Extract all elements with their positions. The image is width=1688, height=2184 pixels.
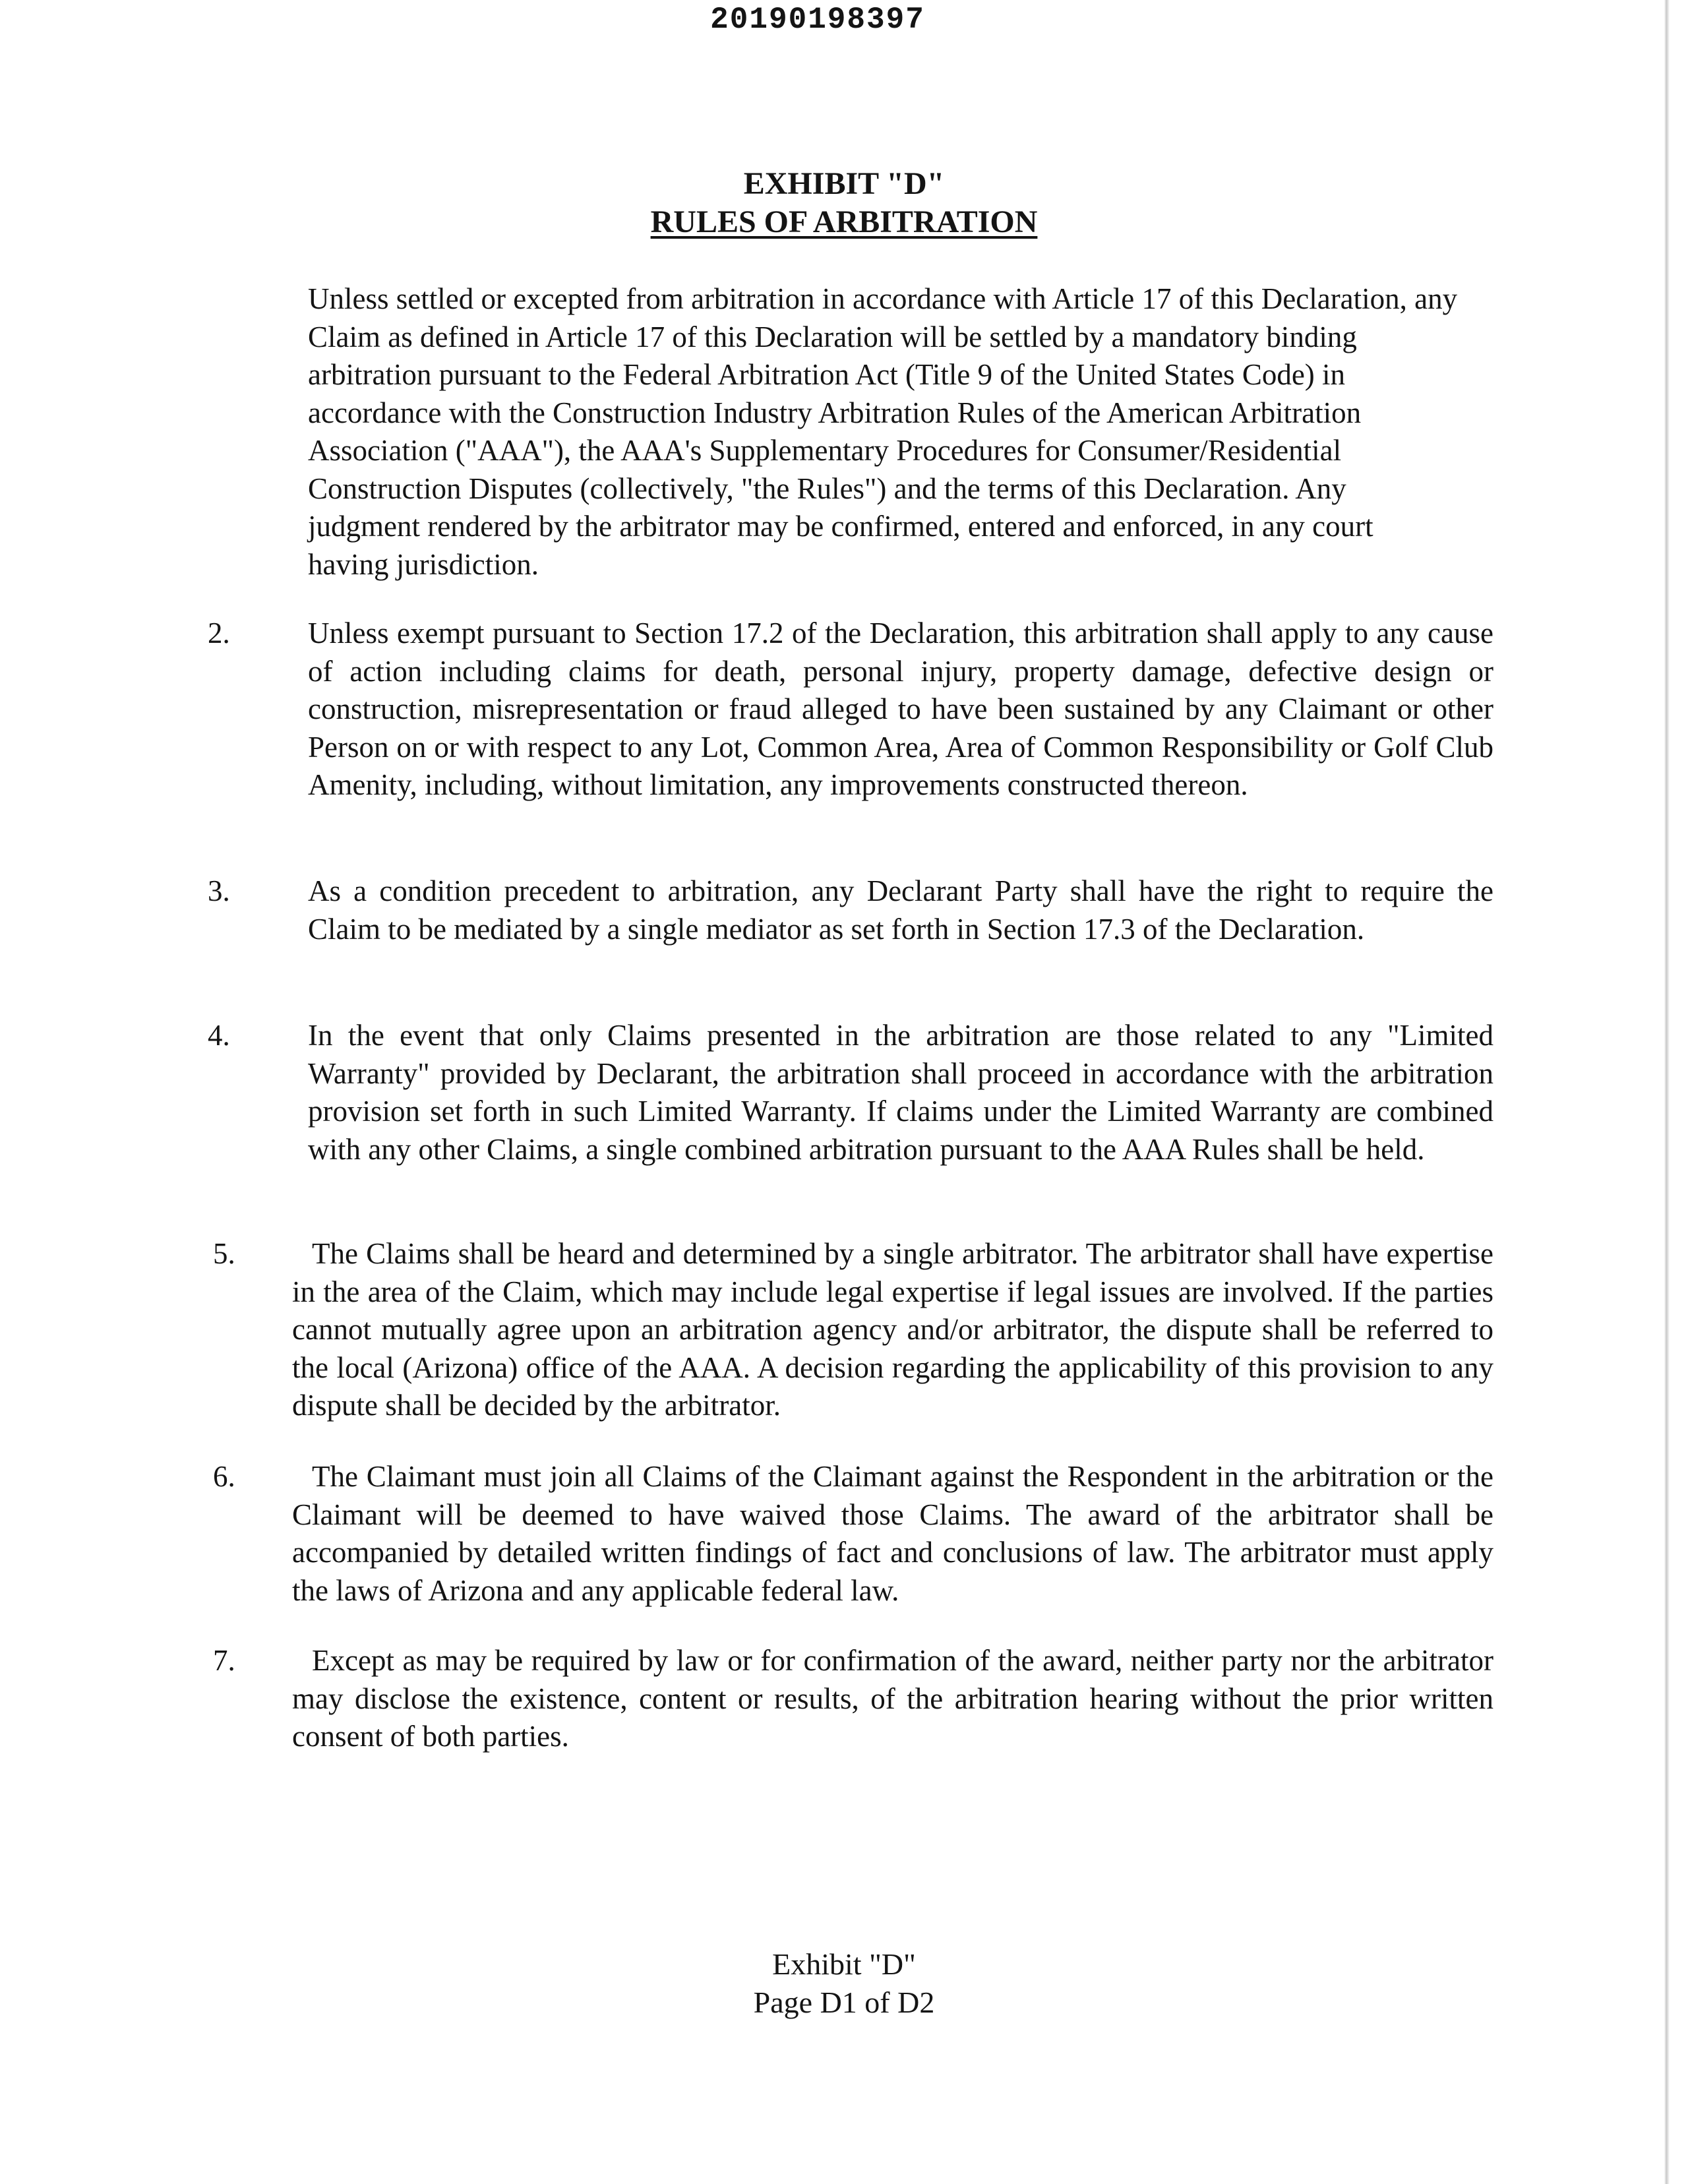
paragraph-3 bbox=[208, 872, 1493, 948]
paragraph-text: As a condition precedent to arbitration, any Declarant Party shall have the right to require the Claim to be mediated by a single mediator as set forth in Section 17.3 of the Declaration. bbox=[308, 874, 1493, 946]
paragraph-1 bbox=[308, 280, 1459, 584]
page-footer bbox=[0, 1945, 1688, 2022]
paragraph-number: 7. bbox=[213, 1644, 235, 1677]
paragraph-text: The Claims shall be heard and determined by a single arbitrator. The arbitrator shall have expertise in the area of the Claim, which may include legal expertise if legal issues are involved. If the parties cannot mutually agree upon an arbitration agency and/or arbitrator, the dispute shall be referred to the local (Arizona) office of the AAA. A decision regarding the applicability of this provision to any dispute shall be decided by the arbitrator. bbox=[292, 1237, 1493, 1422]
page-title bbox=[0, 165, 1688, 241]
paragraph-7 bbox=[213, 1642, 1493, 1756]
paragraph-text: In the event that only Claims presented in the arbitration are those related to any "Limited Warranty" provided by Declarant, the arbitration shall proceed in accordance with the arbitration provision set forth in such Limited Warranty. If claims under the Limited Warranty are combined with any other Claims, a single combined arbitration pursuant to the AAA Rules shall be held. bbox=[308, 1019, 1493, 1166]
paragraph-text: Unless exempt pursuant to Section 17.2 of the Declaration, this arbitration shall apply to any cause of action including claims for death, personal injury, property damage, defective design or construction, misrepresentation or fraud alleged to have been sustained by any Claimant or other Person on or with respect to any Lot, Common Area, Area of Common Responsibility or Golf Club Amenity, including, without limitation, any improvements constructed thereon. bbox=[308, 617, 1493, 801]
paragraph-text: Unless settled or excepted from arbitration in accordance with Article 17 of this Declaration, any Claim as defined in Article 17 of this Declaration will be settled by a mandatory binding arbitration pursuant to the Federal Arbitration Act (Title 9 of the United States Code) in accordance with the Construction Industry Arbitration Rules of the American Arbitration Association ("AAA"), the AAA's Supplementary Procedures for Consumer/Residential Construction Disputes (collectively, "the Rules") and the terms of this Declaration. Any judgment rendered by the arbitrator may be confirmed, entered and enforced, in any court having jurisdiction. bbox=[308, 282, 1458, 581]
exhibit-heading: EXHIBIT "D" bbox=[743, 166, 945, 201]
paragraph-4 bbox=[208, 1017, 1493, 1168]
paragraph-5 bbox=[213, 1235, 1493, 1425]
paragraph-text: The Claimant must join all Claims of the Claimant against the Respondent in the arbitration or the Claimant will be deemed to have waived those Claims. The award of the arbitrator shall be accompanied by detailed written findings of fact and conclusions of law. The arbitrator must apply the laws of Arizona and any applicable federal law. bbox=[292, 1460, 1493, 1607]
scan-edge-shadow bbox=[1664, 0, 1670, 2184]
paragraph-number: 3. bbox=[208, 874, 230, 907]
paragraph-number: 4. bbox=[208, 1019, 230, 1052]
document-number: 20190198397 bbox=[710, 3, 925, 37]
paragraph-number: 6. bbox=[213, 1460, 235, 1493]
paragraph-2 bbox=[208, 615, 1493, 804]
paragraph-number: 5. bbox=[213, 1237, 235, 1270]
paragraph-6 bbox=[213, 1458, 1493, 1610]
rules-heading: RULES OF ARBITRATION bbox=[650, 204, 1038, 239]
paragraph-number: 2. bbox=[208, 617, 230, 650]
footer-page-number: Page D1 of D2 bbox=[753, 1986, 935, 2019]
footer-exhibit-label: Exhibit "D" bbox=[772, 1947, 916, 1981]
paragraph-text: Except as may be required by law or for confirmation of the award, neither party nor the arbitrator may disclose the existence, content or results, of the arbitration hearing without the prior written consent of both parties. bbox=[292, 1644, 1493, 1753]
